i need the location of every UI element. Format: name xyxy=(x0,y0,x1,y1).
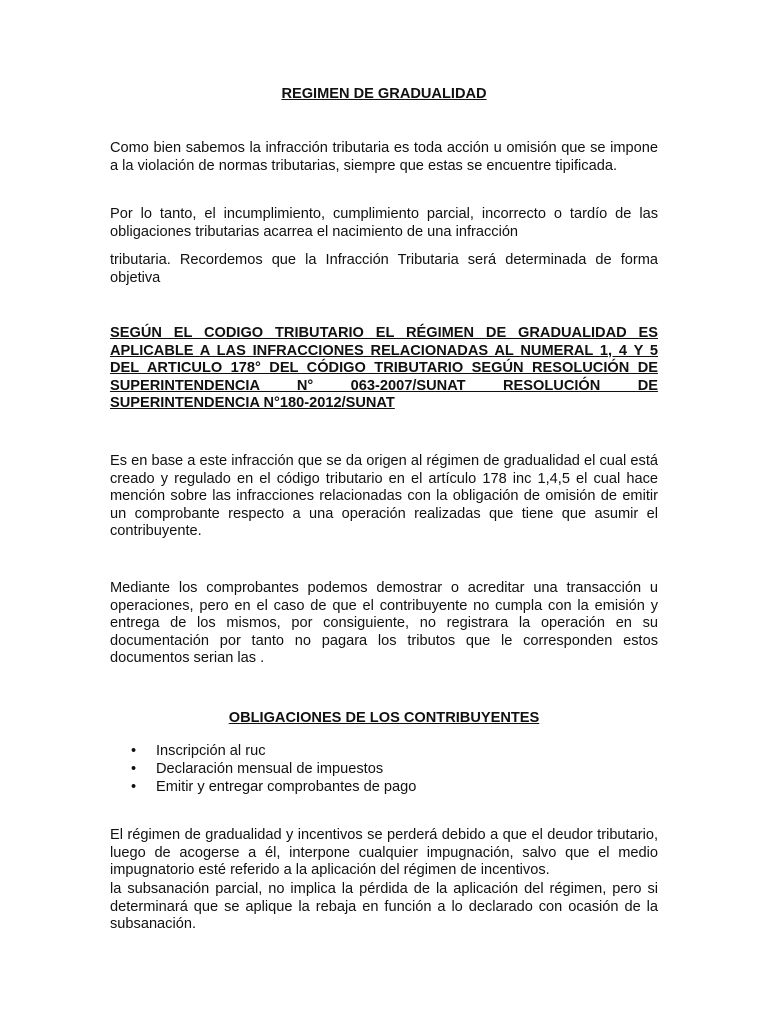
paragraph-infraccion-definition: Como bien sabemos la infracción tributaria es toda acción u omisión que se impone a la violación de normas tributarias, siempre que estas se encuentre tipificada. xyxy=(110,140,658,174)
obligations-heading: OBLIGACIONES DE LOS CONTRIBUYENTES xyxy=(228,710,540,726)
list-item-text: Inscripción al ruc xyxy=(156,743,266,759)
obligations-list xyxy=(110,743,658,796)
paragraph-incumplimiento: Por lo tanto, el incumplimiento, cumplimiento parcial, incorrecto o tardío de las obligaciones tributarias acarrea el nacimiento de una infracción xyxy=(110,206,658,240)
bullet-icon: • xyxy=(131,760,137,777)
bullet-icon: • xyxy=(131,743,137,759)
list-item xyxy=(110,779,658,797)
list-item xyxy=(110,743,658,761)
list-item-text: Declaración mensual de impuestos xyxy=(156,760,384,777)
paragraph-infraccion-objetiva: tributaria. Recordemos que la Infracción Tributaria será determinada de forma objetiva xyxy=(110,252,658,286)
paragraph-subsanacion-parcial: la subsanación parcial, no implica la pérdida de la aplicación del régimen, pero si determinará que se aplique la rebaja en función a lo declarado con ocasión de la subsanación. xyxy=(110,881,658,932)
bold-statement-codigo-tributario: SEGÚN EL CODIGO TRIBUTARIO EL RÉGIMEN DE GRADUALIDAD ES APLICABLE A LAS INFRACCIONES RELACIONADAS AL NUMERAL 1, 4 Y 5 DEL ARTICULO 178° DEL CÓDIGO TRIBUTARIO SEGÚN RESOLUCIÓN DE SUPERINTENDENCIA N° 063-2007/SUNAT RESOLUCIÓN DE SUPERINTENDENCIA N°180-2012/SUNAT xyxy=(110,325,658,411)
paragraph-regimen-origen: Es en base a este infracción que se da origen al régimen de gradualidad el cual está creado y regulado en el código tributario en el artículo 178 inc 1,4,5 el cual hace mención sobre las infracciones relacionadas con la obligación de omisión de emitir un comprobante respecto a una operación realizadas que tiene que asumir el contribuyente. xyxy=(110,453,658,539)
paragraph-comprobantes: Mediante los comprobantes podemos demostrar o acreditar una transacción u operaciones, pero en el caso de que el contribuyente no cumpla con la emisión y entrega de los mismos, por consiguiente, no registrara la operación en su documentación por tanto no pagara los tributos que le corresponden estos documentos serian las . xyxy=(110,580,658,666)
paragraph-perdida-regimen: El régimen de gradualidad y incentivos se perderá debido a que el deudor tributario, luego de acogerse a él, interpone cualquier impugnación, salvo que el medio impugnatorio esté referido a la aplicación del régimen de incentivos. xyxy=(110,827,658,878)
list-item xyxy=(110,761,658,779)
bullet-icon: • xyxy=(131,778,137,795)
document-title: REGIMEN DE GRADUALIDAD xyxy=(281,86,487,102)
list-item-text: Emitir y entregar comprobantes de pago xyxy=(156,778,417,795)
